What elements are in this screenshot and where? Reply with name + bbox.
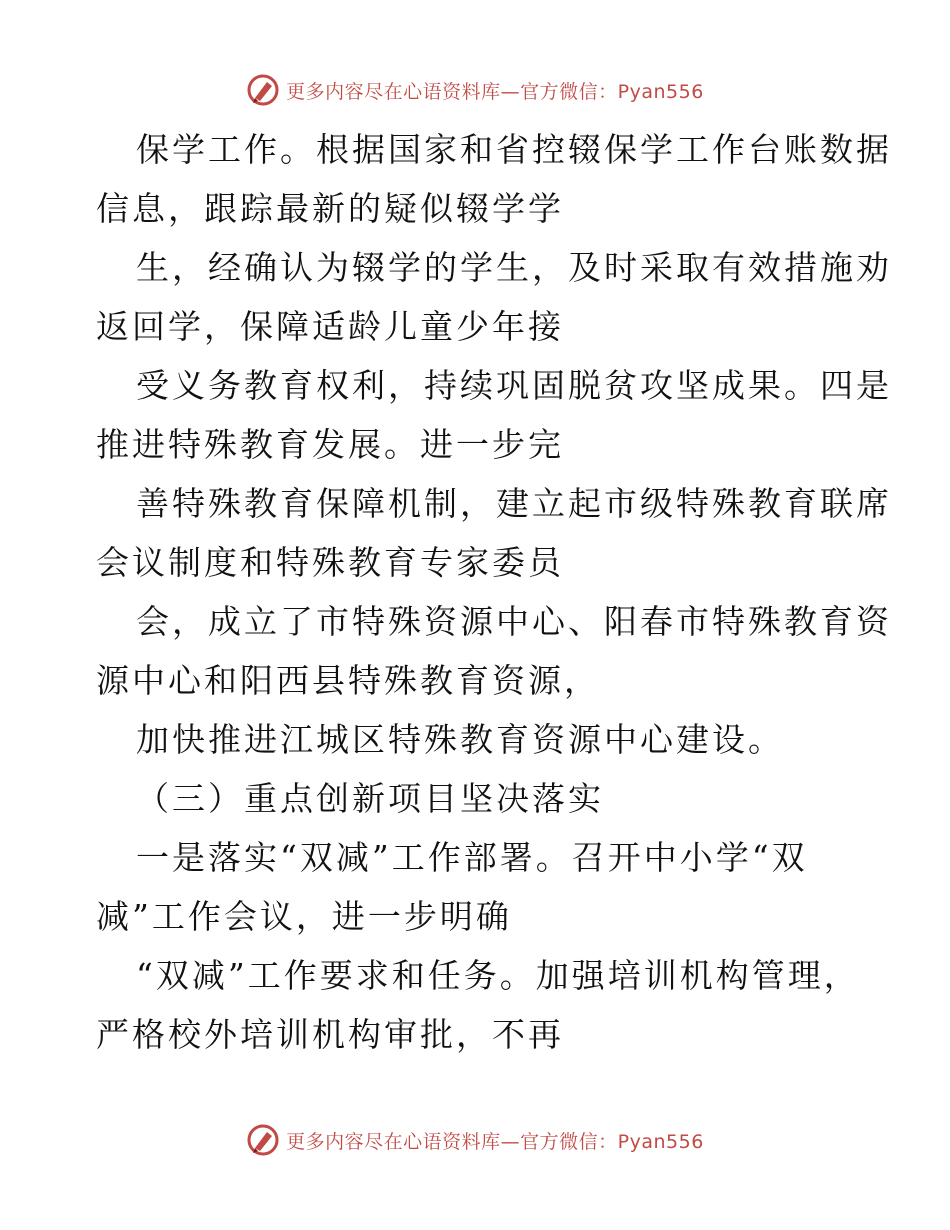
paragraph	[96, 828, 856, 946]
text-line: 善特殊教育保障机制，建立起市级特殊教育联席	[136, 484, 892, 523]
text-line: 信息，跟踪最新的疑似辍学学	[96, 189, 564, 228]
text-line: 返回学，保障适龄儿童少年接	[96, 307, 564, 346]
text-line: 加快推进江城区特殊教育资源中心建设。	[136, 720, 784, 759]
heading-line: （三）重点创新项目坚决落实	[136, 779, 604, 818]
text-line: 会议制度和特殊教育专家委员	[96, 543, 564, 582]
text-line: 受义务教育权利，持续巩固脱贫攻坚成果。四是	[136, 366, 892, 405]
paragraph	[96, 356, 892, 474]
header-banner-text: 更多内容尽在心语资料库—官方微信：Pyan556	[286, 80, 704, 103]
text-line: 推进特殊教育发展。进一步完	[96, 425, 564, 464]
paragraph	[96, 238, 892, 356]
text-line: “双减”工作要求和任务。加强培训机构管理，	[136, 956, 860, 995]
pen-logo-icon	[246, 73, 280, 107]
section-heading	[96, 769, 856, 828]
paragraph	[96, 120, 892, 238]
text-line: 一是落实“双减”工作部署。召开中小学“双	[136, 838, 808, 877]
text-line: 会，成立了市特殊资源中心、阳春市特殊教育资	[136, 602, 892, 641]
text-line: 生，经确认为辍学的学生，及时采取有效措施劝	[136, 248, 892, 287]
footer-banner-text: 更多内容尽在心语资料库—官方微信：Pyan556	[286, 1130, 704, 1153]
paragraph	[96, 592, 892, 710]
text-line: 减”工作会议，进一步明确	[96, 897, 512, 936]
text-line: 严格校外培训机构审批，不再	[96, 1015, 564, 1054]
paragraph	[96, 710, 856, 769]
text-line: 源中心和阳西县特殊教育资源，	[96, 661, 600, 700]
paragraph	[96, 474, 892, 592]
footer-banner	[0, 1120, 950, 1160]
header-banner	[0, 70, 950, 110]
text-line: 保学工作。根据国家和省控辍保学工作台账数据	[136, 130, 892, 169]
document-body	[96, 120, 892, 1064]
paragraph	[96, 946, 860, 1064]
pen-logo-icon	[246, 1123, 280, 1157]
